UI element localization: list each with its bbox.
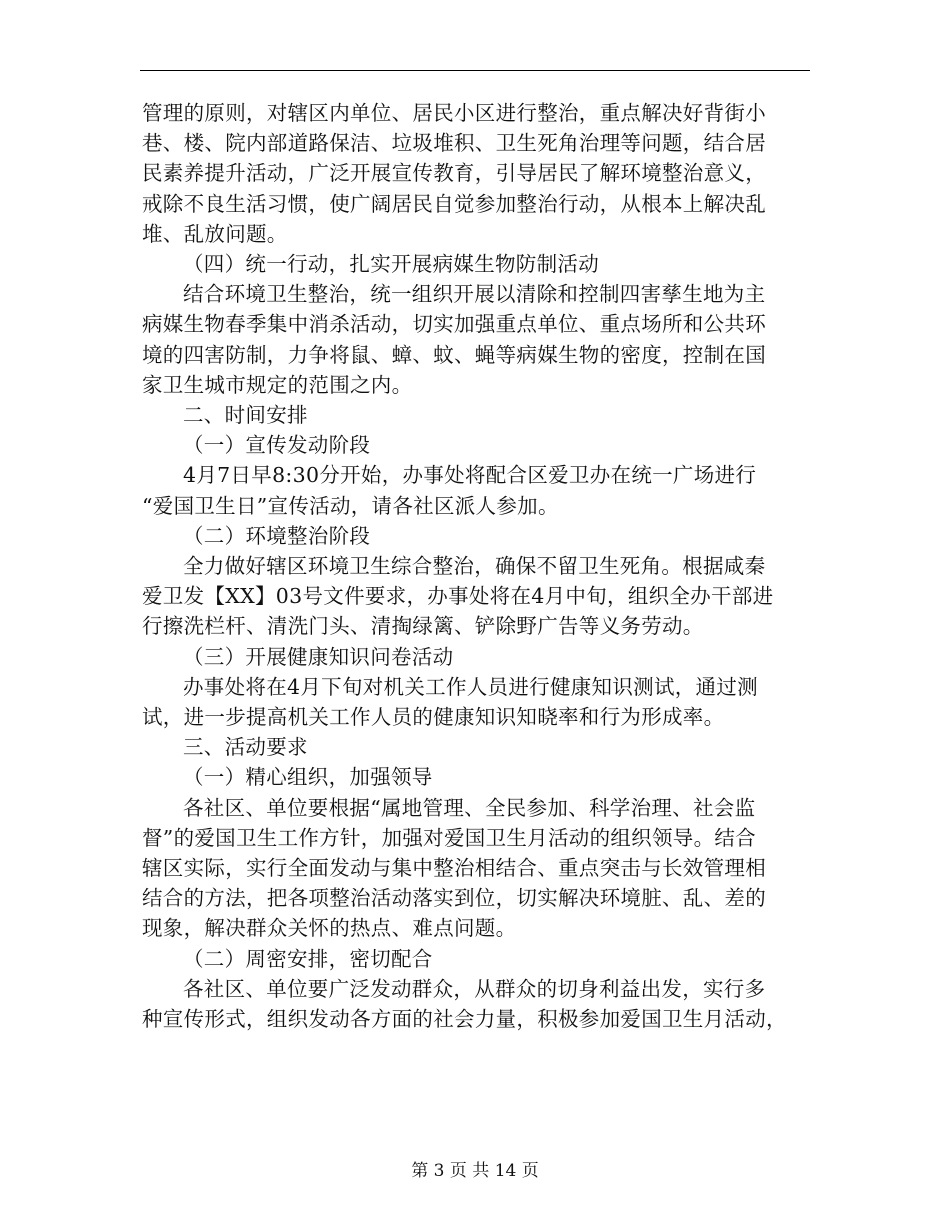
text-line: 各社区、单位要广泛发动群众，从群众的切身利益出发，实行多 (183, 976, 766, 1001)
text-line: 试，进一步提高机关工作人员的健康知识知晓率和行为形成率。 (142, 705, 725, 730)
paragraph (142, 279, 812, 400)
text-line: 各社区、单位要根据“属地管理、全民参加、科学治理、社会监 (183, 795, 756, 820)
text-line: 巷、楼、院内部道路保洁、垃圾堆积、卫生死角治理等问题，结合居 (142, 131, 766, 156)
text-line: 管理的原则，对辖区内单位、居民小区进行整治，重点解决好背街小 (142, 101, 766, 125)
text-line: 行擦洗栏杆、清洗门头、清掏绿篱、铲除野广告等义务劳动。 (142, 614, 704, 639)
text-line: 办事处将在4月下旬对机关工作人员进行健康知识测试，通过测 (183, 674, 758, 699)
text-line: （二）环境整治阶段 (183, 523, 371, 548)
document-body (142, 98, 812, 1034)
text-line: （四）统一行动，扎实开展病媒生物防制活动 (183, 252, 599, 277)
paragraph (142, 762, 812, 792)
text-line: 家卫生城市规定的范围之内。 (142, 372, 413, 397)
text-line: 三、活动要求 (183, 735, 308, 760)
page-number: 第 3 页 共 14 页 (411, 1161, 539, 1181)
text-line: 督”的爱国卫生工作方针，加强对爱国卫生月活动的组织领导。结合 (142, 825, 756, 850)
paragraph (142, 521, 812, 551)
text-line: （三）开展健康知识问卷活动 (183, 644, 454, 669)
text-line: 辖区实际，实行全面发动与集中整治相结合、重点突击与长效管理相 (142, 856, 766, 881)
text-line: 堆、乱放问题。 (142, 221, 288, 246)
text-line: “爱国卫生日”宣传活动，请各社区派人参加。 (142, 493, 559, 518)
paragraph (142, 974, 812, 1034)
text-line: 二、时间安排 (183, 403, 308, 428)
text-line: 全力做好辖区环境卫生综合整治，确保不留卫生死角。根据咸秦 (183, 554, 766, 579)
text-line: （一）精心组织，加强领导 (183, 765, 433, 790)
paragraph (142, 642, 812, 672)
text-line: 境的四害防制，力争将鼠、蟑、蚊、蝇等病媒生物的密度，控制在国 (142, 342, 766, 367)
paragraph (142, 249, 812, 279)
header-rule (140, 70, 810, 71)
paragraph (142, 551, 812, 642)
text-line: 戒除不良生活习惯，使广阔居民自觉参加整治行动，从根本上解决乱 (142, 191, 766, 216)
text-line: 结合环境卫生整治，统一组织开展以清除和控制四害孳生地为主 (183, 282, 766, 307)
text-line: （一）宣传发动阶段 (183, 433, 371, 458)
text-line: 现象，解决群众关怀的热点、难点问题。 (142, 916, 517, 941)
paragraph (142, 98, 812, 249)
paragraph (142, 672, 812, 732)
paragraph (142, 944, 812, 974)
paragraph (142, 400, 812, 430)
paragraph (142, 430, 812, 460)
paragraph (142, 460, 812, 520)
text-line: 结合的方法，把各项整治活动落实到位，切实解决环境脏、乱、差的 (142, 886, 766, 911)
text-line: 种宣传形式，组织发动各方面的社会力量，积极参加爱国卫生月活动， (142, 1007, 787, 1032)
text-line: 4月7日早8:30分开始，办事处将配合区爱卫办在统一广场进行 (183, 463, 757, 488)
text-line: （二）周密安排，密切配合 (183, 946, 433, 971)
text-line: 爱卫发【XX】03号文件要求，办事处将在4月中旬，组织全办干部进 (142, 584, 774, 609)
paragraph (142, 732, 812, 762)
text-line: 病媒生物春季集中消杀活动，切实加强重点单位、重点场所和公共环 (142, 312, 766, 337)
text-line: 民素养提升活动，广泛开展宣传教育，引导居民了解环境整治意义， (142, 161, 766, 186)
paragraph (142, 793, 812, 944)
